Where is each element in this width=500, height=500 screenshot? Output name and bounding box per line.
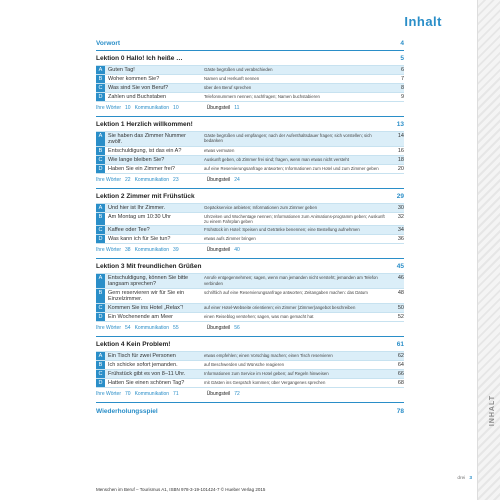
- section-page: 16: [397, 148, 404, 154]
- section-description: Auskunft geben, ob Zimmer frei sind; fragen, wenn man etwas nicht versteht: [204, 157, 349, 162]
- uebungsteil-page[interactable]: 56: [234, 325, 240, 332]
- section-title: Guten Tag!: [108, 67, 135, 73]
- lesson-footer: [96, 173, 404, 188]
- section-description: mit Gästen ins Gespräch kommen; über Vergangenes sprechen: [204, 380, 326, 386]
- kommunikation-page[interactable]: 10: [173, 105, 179, 111]
- uebungsteil-page[interactable]: 40: [234, 247, 240, 254]
- section-title: Hatten Sie einen schönen Tag?: [108, 380, 185, 387]
- lesson-title: Lektion 3 Mit freundlichen Grüßen: [96, 263, 202, 271]
- section-page: 20: [397, 166, 404, 172]
- page-number-digit: 3: [469, 476, 472, 481]
- toc-content: [96, 38, 404, 418]
- lesson-heading[interactable]: [96, 116, 404, 131]
- uebungsteil-label[interactable]: Übungsteil: [206, 391, 231, 398]
- kommunikation-page[interactable]: 55: [173, 325, 179, 332]
- section-letter: B: [96, 75, 105, 83]
- section-page: 7: [400, 76, 404, 82]
- lesson-item[interactable]: [96, 146, 404, 155]
- kommunikation-page[interactable]: 23: [173, 177, 179, 183]
- lesson-item[interactable]: [96, 273, 404, 288]
- section-page: 48: [397, 290, 404, 297]
- lesson-heading[interactable]: [96, 50, 404, 65]
- section-description: Uhrzeiten und Wochentage nennen; Informationen zum Animations-programm geben; Auskunft zu einem Fahrplan geben: [204, 214, 385, 225]
- section-title: Was kann ich für Sie tun?: [108, 236, 171, 243]
- lesson-page: 5: [400, 55, 404, 62]
- uebungsteil-label[interactable]: Übungsteil: [206, 177, 231, 183]
- ihre-woerter-label[interactable]: Ihre Wörter: [96, 391, 122, 398]
- section-page: 36: [397, 236, 404, 243]
- lesson-item[interactable]: [96, 155, 404, 164]
- lesson-item[interactable]: [96, 164, 404, 173]
- side-tab: [477, 0, 500, 500]
- section-title: Am Montag um 10:30 Uhr: [108, 214, 171, 220]
- section-letter: B: [96, 213, 105, 225]
- kommunikation-label[interactable]: Kommunikation: [134, 325, 170, 332]
- section-description: Gäste begrüßen und empfangen; nach der Aufenthaltsdauer fragen; sich vorstellen; sich bedanken: [204, 133, 372, 144]
- section-description: Frühstück im Hotel: Speisen und Getränke benennen; eine Bestellung aufnehmen: [204, 227, 360, 233]
- section-description: auf eine Reservierungsanfrage antworten; Informationen zum Hotel und zum Zimmer geben: [204, 166, 379, 171]
- section-title: Kommen Sie ins Hotel „Relax“!: [108, 305, 184, 312]
- section-title: Frühstück gibt es von 8–11 Uhr.: [108, 371, 186, 378]
- page-title: Inhalt: [404, 14, 442, 29]
- lesson-heading[interactable]: [96, 188, 404, 203]
- section-description: Anrufe entgegennehmen; sagen, wenn man jemanden nicht versteht; jemanden am Telefon verbinden: [204, 275, 378, 286]
- section-letter: A: [96, 204, 105, 212]
- ihre-woerter-label[interactable]: Ihre Wörter: [96, 325, 122, 332]
- section-letter: D: [96, 165, 105, 173]
- section-letter: A: [96, 132, 105, 146]
- lesson-item[interactable]: [96, 312, 404, 321]
- section-title: Was sind Sie von Beruf?: [108, 85, 169, 91]
- section-title: Ich schicke sofort jemanden.: [108, 362, 178, 369]
- section-letter: D: [96, 93, 105, 101]
- lesson-item[interactable]: [96, 303, 404, 312]
- section-title: Entschuldigung, können Sie bitte langsam sprechen?: [108, 275, 189, 288]
- section-title: Sie haben das Zimmer Nummer zwölf.: [108, 133, 186, 145]
- section-page: 6: [400, 67, 404, 73]
- vorwort-page: 4: [400, 40, 404, 47]
- lesson-item[interactable]: [96, 360, 404, 369]
- page-number-word: drei: [457, 476, 466, 481]
- lesson-title: Lektion 2 Zimmer mit Frühstück: [96, 193, 195, 200]
- uebungsteil-label[interactable]: Übungsteil: [206, 105, 231, 111]
- section-description: schriftlich auf eine Reservierungsanfrage antworten; Zeitangaben machen: das Datum: [204, 290, 368, 296]
- section-letter: B: [96, 289, 105, 303]
- ihre-woerter-page[interactable]: 10: [125, 105, 131, 111]
- section-title: Gern reservieren wir für Sie ein Einzelzimmer.: [108, 290, 185, 303]
- section-title: Kaffee oder Tee?: [108, 227, 150, 234]
- lesson-footer: [96, 243, 404, 258]
- lesson-item[interactable]: [96, 369, 404, 378]
- kommunikation-label[interactable]: Kommunikation: [134, 105, 170, 111]
- lesson-title: Lektion 0 Hallo! Ich heiße …: [96, 55, 183, 62]
- section-title: Wie lange bleiben Sie?: [108, 157, 165, 163]
- uebungsteil-page[interactable]: 24: [234, 177, 240, 183]
- lesson-item[interactable]: [96, 234, 404, 243]
- uebungsteil-label[interactable]: Übungsteil: [206, 247, 231, 254]
- section-description: Gepäckservice anbieten; Informationen zum Zimmer geben: [204, 205, 317, 210]
- lesson-page: 29: [396, 193, 404, 200]
- side-tab-label: INHALT: [489, 395, 496, 427]
- section-page: 9: [400, 94, 404, 100]
- section-page: 46: [397, 275, 404, 282]
- section-page: 8: [400, 85, 404, 91]
- section-description: etwas empfehlen; einen Vorschlag machen; einen Tisch reservieren: [204, 353, 333, 359]
- section-letter: D: [96, 235, 105, 243]
- wiederholungsspiel-row[interactable]: [96, 402, 404, 418]
- ihre-woerter-label[interactable]: Ihre Wörter: [96, 105, 122, 111]
- lesson-item[interactable]: [96, 378, 404, 387]
- section-letter: C: [96, 304, 105, 312]
- section-letter: A: [96, 352, 105, 360]
- lesson-footer: [96, 321, 404, 336]
- section-description: auf einer Hotel-Webseite orientieren; ein Zimmer (Zimmer)angebot beschreiben: [204, 305, 356, 311]
- section-page: 30: [397, 205, 404, 211]
- section-letter: C: [96, 226, 105, 234]
- kommunikation-page[interactable]: 71: [173, 391, 179, 398]
- section-page: 52: [397, 314, 404, 321]
- page-number: [457, 476, 472, 481]
- section-description: Gäste begrüßen und verabschieden: [204, 67, 273, 72]
- section-letter: C: [96, 84, 105, 92]
- section-description: einen Reiseblog verstehen; sagen, was man gemacht hat: [204, 314, 314, 320]
- lesson-item[interactable]: [96, 83, 404, 92]
- lesson-page: 13: [396, 121, 404, 128]
- wiederholungsspiel-page: 78: [396, 408, 404, 416]
- section-description: Informationen zum Service im Hotel geben; auf Regeln hinweisen: [204, 371, 329, 377]
- section-letter: C: [96, 156, 105, 164]
- kommunikation-page[interactable]: 39: [173, 247, 179, 254]
- section-page: 66: [397, 371, 404, 378]
- vorwort-row[interactable]: [96, 38, 404, 50]
- ihre-woerter-page[interactable]: 70: [125, 391, 131, 398]
- lesson-item[interactable]: [96, 92, 404, 101]
- section-letter: C: [96, 370, 105, 378]
- section-page: 18: [397, 157, 404, 163]
- section-letter: B: [96, 147, 105, 155]
- lesson-item[interactable]: [96, 351, 404, 360]
- section-description: über den Beruf sprechen: [204, 85, 252, 90]
- section-title: Und hier ist Ihr Zimmer.: [108, 205, 166, 211]
- section-letter: D: [96, 313, 105, 321]
- section-title: Zahlen und Buchstaben: [108, 94, 167, 100]
- section-page: 68: [397, 380, 404, 387]
- section-title: Woher kommen Sie?: [108, 76, 160, 82]
- section-description: Telefonnummern nennen; nachfragen; Namen buchstabieren: [204, 94, 320, 99]
- kommunikation-label[interactable]: Kommunikation: [134, 391, 170, 398]
- lesson-page: 61: [396, 341, 404, 349]
- section-page: 64: [397, 362, 404, 369]
- section-letter: B: [96, 361, 105, 369]
- uebungsteil-label[interactable]: Übungsteil: [206, 325, 231, 332]
- section-title: Ein Tisch für zwei Personen: [108, 353, 176, 360]
- ihre-woerter-page[interactable]: 22: [125, 177, 131, 183]
- publisher-footer: Menschen im Beruf – Tourismus A1, ISBN 978-3-19-101424-7 © Hueber Verlag 2015: [96, 487, 266, 492]
- lesson-heading[interactable]: [96, 336, 404, 351]
- section-description: Namen und Herkunft nennen: [204, 76, 260, 81]
- section-letter: A: [96, 66, 105, 74]
- lesson-item[interactable]: [96, 131, 404, 146]
- section-letter: D: [96, 379, 105, 387]
- section-title: Entschuldigung, ist das ein A?: [108, 148, 182, 154]
- lesson-title: Lektion 4 Kein Problem!: [96, 341, 171, 349]
- section-title: Haben Sie ein Zimmer frei?: [108, 166, 175, 172]
- uebungsteil-page[interactable]: 72: [234, 391, 240, 398]
- ihre-woerter-page[interactable]: 38: [125, 247, 131, 254]
- lesson-item[interactable]: [96, 225, 404, 234]
- ihre-woerter-label[interactable]: Ihre Wörter: [96, 177, 122, 183]
- lesson-page: 45: [396, 263, 404, 271]
- section-letter: A: [96, 274, 105, 288]
- kommunikation-label[interactable]: Kommunikation: [134, 177, 170, 183]
- vorwort-label: Vorwort: [96, 40, 121, 47]
- lesson-item[interactable]: [96, 74, 404, 83]
- ihre-woerter-page[interactable]: 54: [125, 325, 131, 332]
- section-description: auf Beschwerden und Wünsche reagieren: [204, 362, 285, 368]
- section-page: 62: [397, 353, 404, 360]
- section-page: 32: [397, 214, 404, 220]
- section-title: Ein Wochenende am Meer: [108, 314, 174, 321]
- lesson-item[interactable]: [96, 203, 404, 212]
- lesson-heading[interactable]: [96, 258, 404, 273]
- section-description: etwas aufs Zimmer bringen: [204, 236, 256, 242]
- lesson-footer: [96, 101, 404, 116]
- lesson-item[interactable]: [96, 65, 404, 74]
- lesson-title: Lektion 1 Herzlich willkommen!: [96, 121, 193, 128]
- lesson-footer: [96, 387, 404, 402]
- uebungsteil-page[interactable]: 11: [234, 105, 240, 111]
- wiederholungsspiel-label: Wiederholungsspiel: [96, 408, 158, 416]
- section-page: 50: [397, 305, 404, 312]
- lesson-item[interactable]: [96, 288, 404, 303]
- ihre-woerter-label[interactable]: Ihre Wörter: [96, 247, 122, 254]
- kommunikation-label[interactable]: Kommunikation: [134, 247, 170, 254]
- section-page: 14: [397, 133, 404, 139]
- section-description: etwas vermuten: [204, 148, 235, 153]
- lesson-item[interactable]: [96, 212, 404, 225]
- section-page: 34: [397, 227, 404, 234]
